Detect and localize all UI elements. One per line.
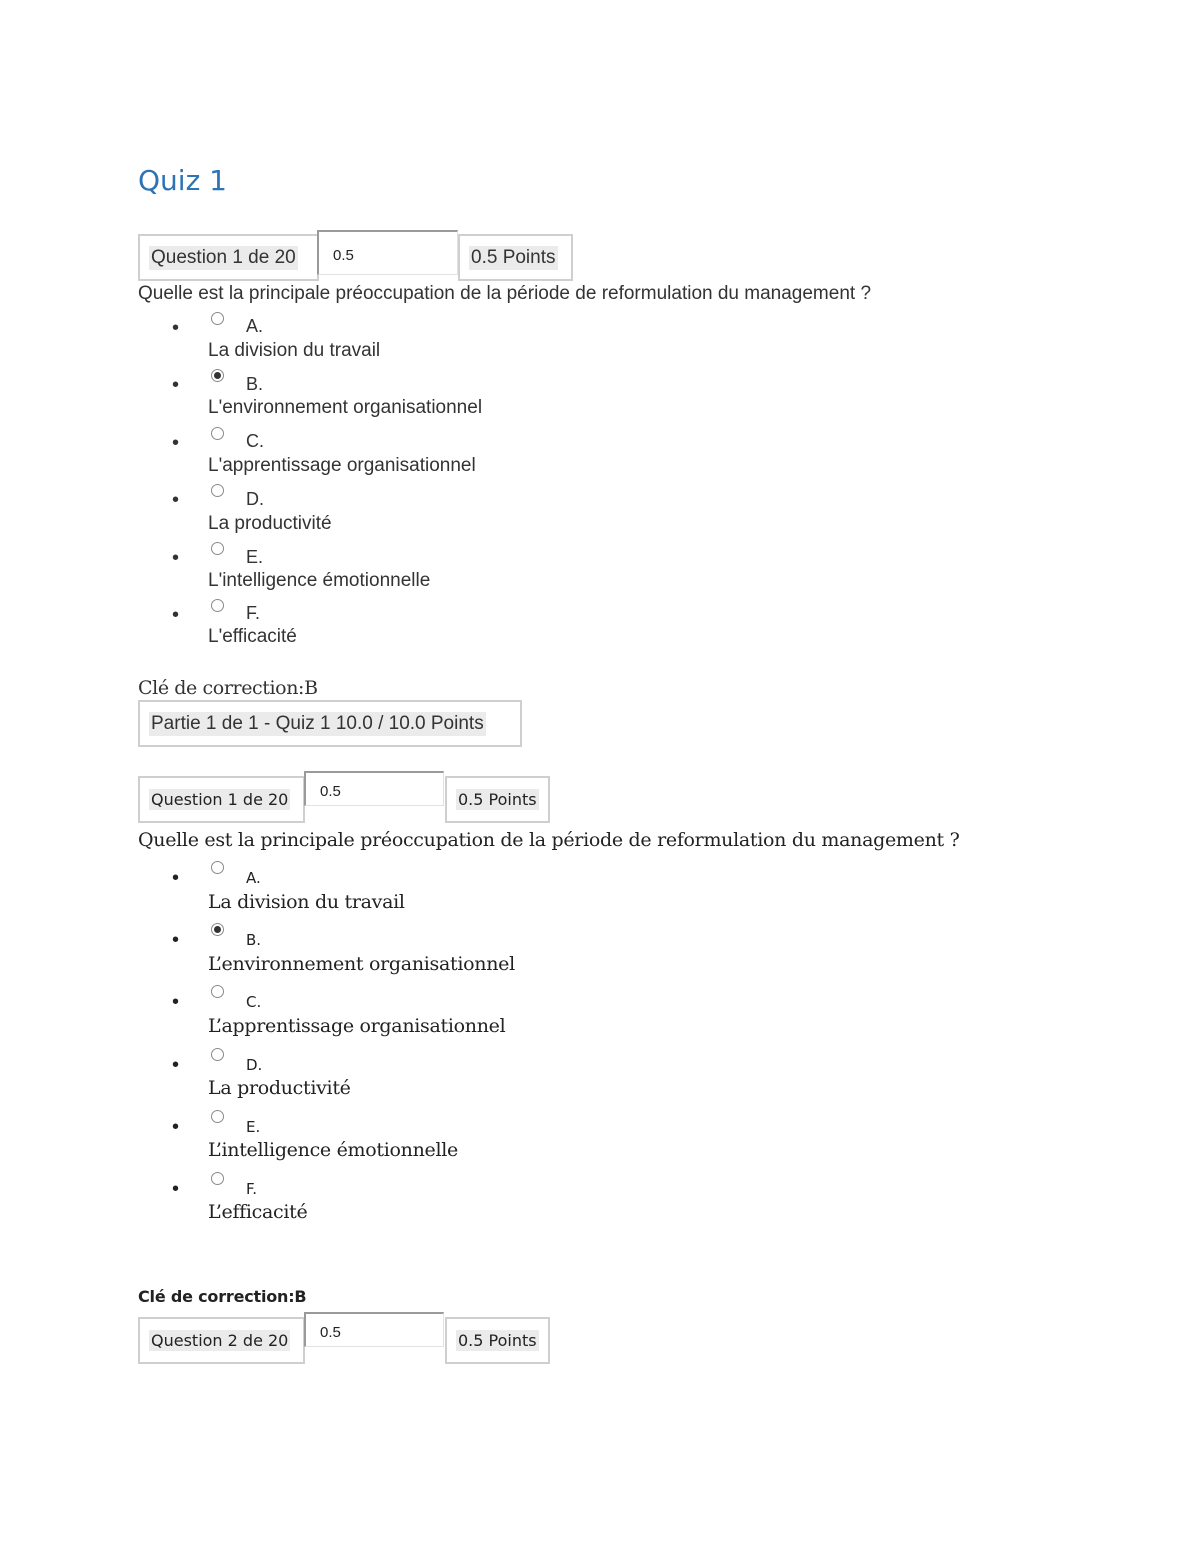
bullet: • — [172, 374, 180, 396]
radio-button-d[interactable] — [211, 1048, 224, 1061]
bullet: • — [172, 867, 180, 889]
option-letter: E. — [246, 547, 264, 567]
option-text: L'environnement organisationnel — [208, 397, 483, 418]
question-number-label: Question 1 de 20 — [151, 246, 296, 268]
bullet: • — [172, 1054, 180, 1076]
option-text: L'intelligence émotionnelle — [208, 570, 431, 591]
option-letter: C. — [246, 431, 264, 451]
answer-key: Clé de correction:B — [138, 1287, 307, 1306]
radio-button-c[interactable] — [211, 427, 224, 440]
option-text: L’efficacité — [208, 1201, 308, 1223]
bullet: • — [172, 547, 180, 569]
question-number-box — [138, 1317, 305, 1364]
points-box — [445, 1317, 550, 1364]
bullet: • — [172, 432, 180, 454]
radio-button-a[interactable] — [211, 861, 224, 874]
option-text: L’environnement organisationnel — [208, 953, 515, 975]
radio-button-a[interactable] — [211, 312, 224, 325]
option-letter: A. — [246, 316, 264, 336]
option-text: L'apprentissage organisationnel — [208, 455, 476, 476]
option-text: La division du travail — [208, 340, 381, 361]
option-letter: B. — [246, 374, 264, 394]
points-box — [458, 234, 573, 281]
question-number-label: Question 1 de 20 — [151, 790, 289, 809]
radio-button-e[interactable] — [211, 1110, 224, 1123]
radio-button-d[interactable] — [211, 484, 224, 497]
bullet: • — [172, 1116, 180, 1138]
score-input[interactable] — [304, 771, 444, 806]
bullet: • — [172, 489, 180, 511]
option-letter: E. — [246, 1118, 261, 1136]
option-letter: F. — [246, 603, 261, 623]
page-title: Quiz 1 — [138, 164, 227, 197]
option-letter: D. — [246, 1056, 263, 1074]
points-box — [445, 776, 550, 823]
radio-button-f[interactable] — [211, 1172, 224, 1185]
part-summary-label: Partie 1 de 1 - Quiz 1 10.0 / 10.0 Points — [151, 712, 484, 734]
score-input[interactable] — [317, 230, 458, 275]
part-summary-box — [138, 700, 522, 747]
option-letter: B. — [246, 931, 262, 949]
answer-key: Clé de correction:B — [138, 677, 318, 699]
radio-button-e[interactable] — [211, 542, 224, 555]
question-text: Quelle est la principale préoccupation de la période de reformulation du management ? — [138, 829, 960, 851]
radio-button-b-selected[interactable] — [211, 369, 224, 382]
bullet: • — [172, 991, 180, 1013]
option-letter: A. — [246, 869, 261, 887]
option-text: L’apprentissage organisationnel — [208, 1015, 506, 1037]
points-label: 0.5 Points — [458, 1331, 537, 1350]
option-letter: F. — [246, 1180, 257, 1198]
bullet: • — [172, 604, 180, 626]
option-text: La productivité — [208, 513, 332, 534]
radio-button-f[interactable] — [211, 599, 224, 612]
bullet: • — [172, 929, 180, 951]
radio-button-b-selected[interactable] — [211, 923, 224, 936]
question-text: Quelle est la principale préoccupation de la période de reformulation du management ? — [138, 283, 872, 304]
radio-button-c[interactable] — [211, 985, 224, 998]
option-text: L’intelligence émotionnelle — [208, 1139, 458, 1161]
bullet: • — [172, 1178, 180, 1200]
points-label: 0.5 Points — [471, 246, 556, 268]
score-input[interactable] — [304, 1312, 444, 1347]
points-label: 0.5 Points — [458, 790, 537, 809]
option-letter: C. — [246, 993, 262, 1011]
question-number-box — [138, 234, 319, 281]
bullet: • — [172, 317, 180, 339]
option-text: L'efficacité — [208, 626, 297, 647]
option-text: La division du travail — [208, 891, 405, 913]
question-number-box — [138, 776, 305, 823]
option-letter: D. — [246, 489, 264, 509]
question-number-label: Question 2 de 20 — [151, 1331, 289, 1350]
option-text: La productivité — [208, 1077, 351, 1099]
